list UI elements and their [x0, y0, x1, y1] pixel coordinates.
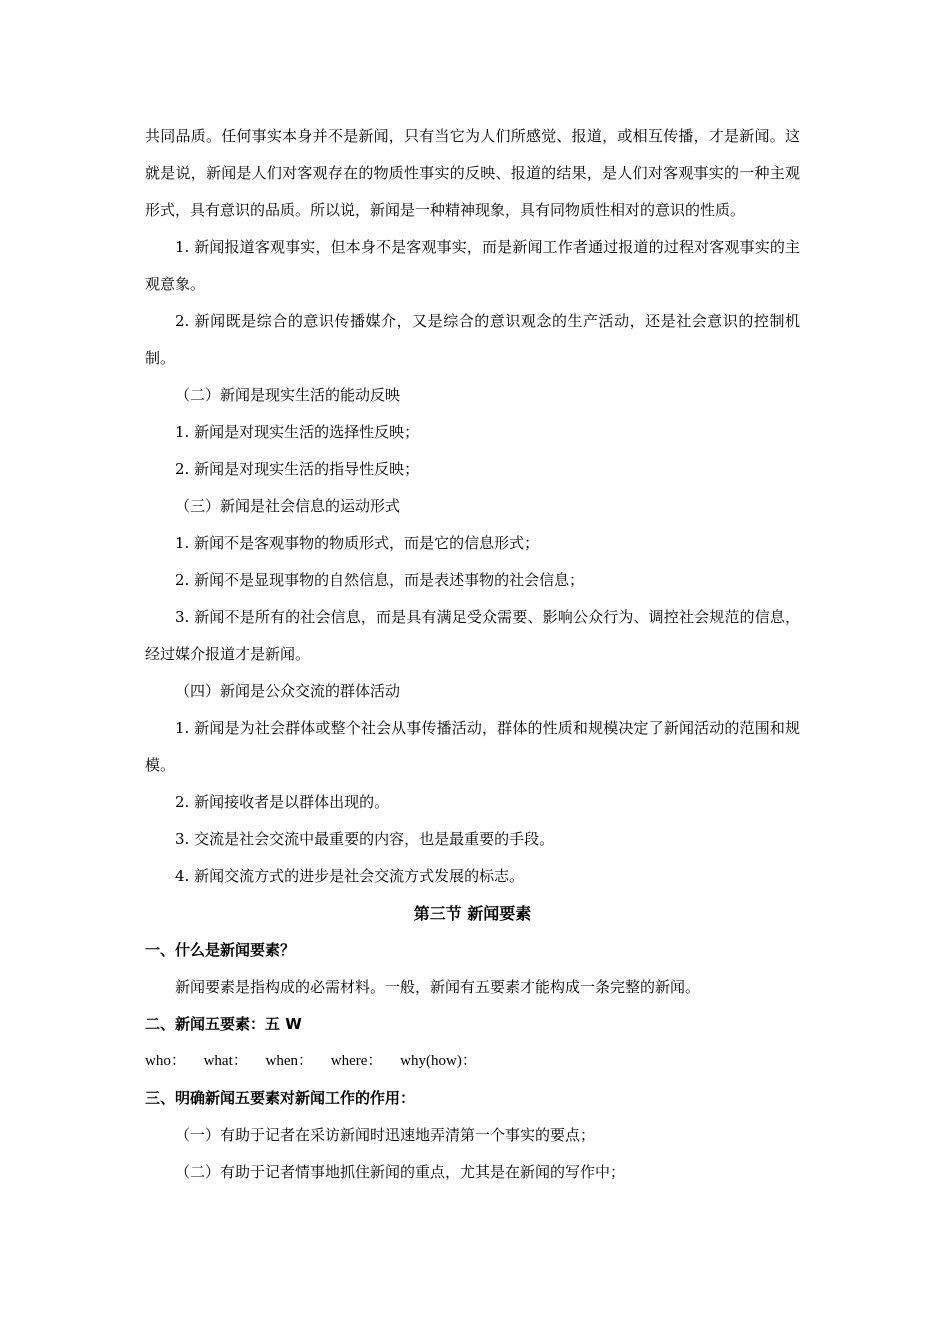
heading-role-of-elements: 三、明确新闻五要素对新闻工作的作用： [145, 1089, 416, 1107]
heading-what-is-news-elements: 一、什么是新闻要素？ [145, 941, 296, 959]
list-item: 3. 新闻不是所有的社会信息，而是具有满足受众需要、影响公众行为、调控社会规范的信息，经过媒介报道才是新闻。 [145, 608, 800, 663]
subsection-heading: （三）新闻是社会信息的运动形式 [175, 497, 401, 515]
five-w-list [145, 1043, 800, 1080]
w-item-why: why(how)： [400, 1053, 477, 1069]
subsection-heading: （四）新闻是公众交流的群体活动 [175, 682, 401, 700]
section-title: 第三节 新闻要素 [413, 904, 532, 923]
list-item: 1. 新闻报道客观事实，但本身不是客观事实，而是新闻工作者通过报道的过程对客观事实的主观意象。 [145, 238, 800, 293]
list-item: （一）有助于记者在采访新闻时迅速地弄清第一个事实的要点； [175, 1126, 596, 1144]
list-item: （二）有助于记者情事地抓住新闻的重点，尤其是在新闻的写作中； [175, 1163, 626, 1181]
w-item-who: who： [145, 1053, 186, 1069]
list-item: 2. 新闻不是显现事物的自然信息，而是表述事物的社会信息； [175, 571, 585, 589]
list-item: 2. 新闻是对现实生活的指导性反映； [175, 460, 420, 478]
list-item: 2. 新闻既是综合的意识传播媒介，又是综合的意识观念的生产活动，还是社会意识的控制机制。 [145, 312, 800, 367]
paragraph-definition: 新闻要素是指构成的必需材料。一般，新闻有五要素才能构成一条完整的新闻。 [175, 978, 701, 996]
w-item-when: when： [265, 1053, 314, 1069]
document-body [145, 118, 800, 1191]
list-item: 1. 新闻是对现实生活的选择性反映； [175, 423, 420, 441]
list-item: 4. 新闻交流方式的进步是社会交流方式发展的标志。 [175, 867, 525, 885]
list-item: 3. 交流是社会交流中最重要的内容，也是最重要的手段。 [175, 830, 555, 848]
w-item-where: where： [330, 1053, 383, 1069]
list-item: 1. 新闻是为社会群体或整个社会从事传播活动，群体的性质和规模决定了新闻活动的范围和规模。 [145, 719, 800, 774]
heading-five-w: 二、新闻五要素：五 W [145, 1015, 302, 1033]
paragraph-news-quality: 共同品质。任何事实本身并不是新闻，只有当它为人们所感觉、报道，或相互传播，才是新闻。这就是说，新闻是人们对客观存在的物质性事实的反映、报道的结果，是人们对客观事实的一种主观形式，具有意识的品质。所以说，新闻是一种精神现象，具有同物质性相对的意识的性质。 [145, 127, 800, 219]
list-item: 2. 新闻接收者是以群体出现的。 [175, 793, 390, 811]
w-item-what: what： [203, 1053, 248, 1069]
list-item: 1. 新闻不是客观事物的物质形式，而是它的信息形式； [175, 534, 540, 552]
subsection-heading: （二）新闻是现实生活的能动反映 [175, 386, 401, 404]
